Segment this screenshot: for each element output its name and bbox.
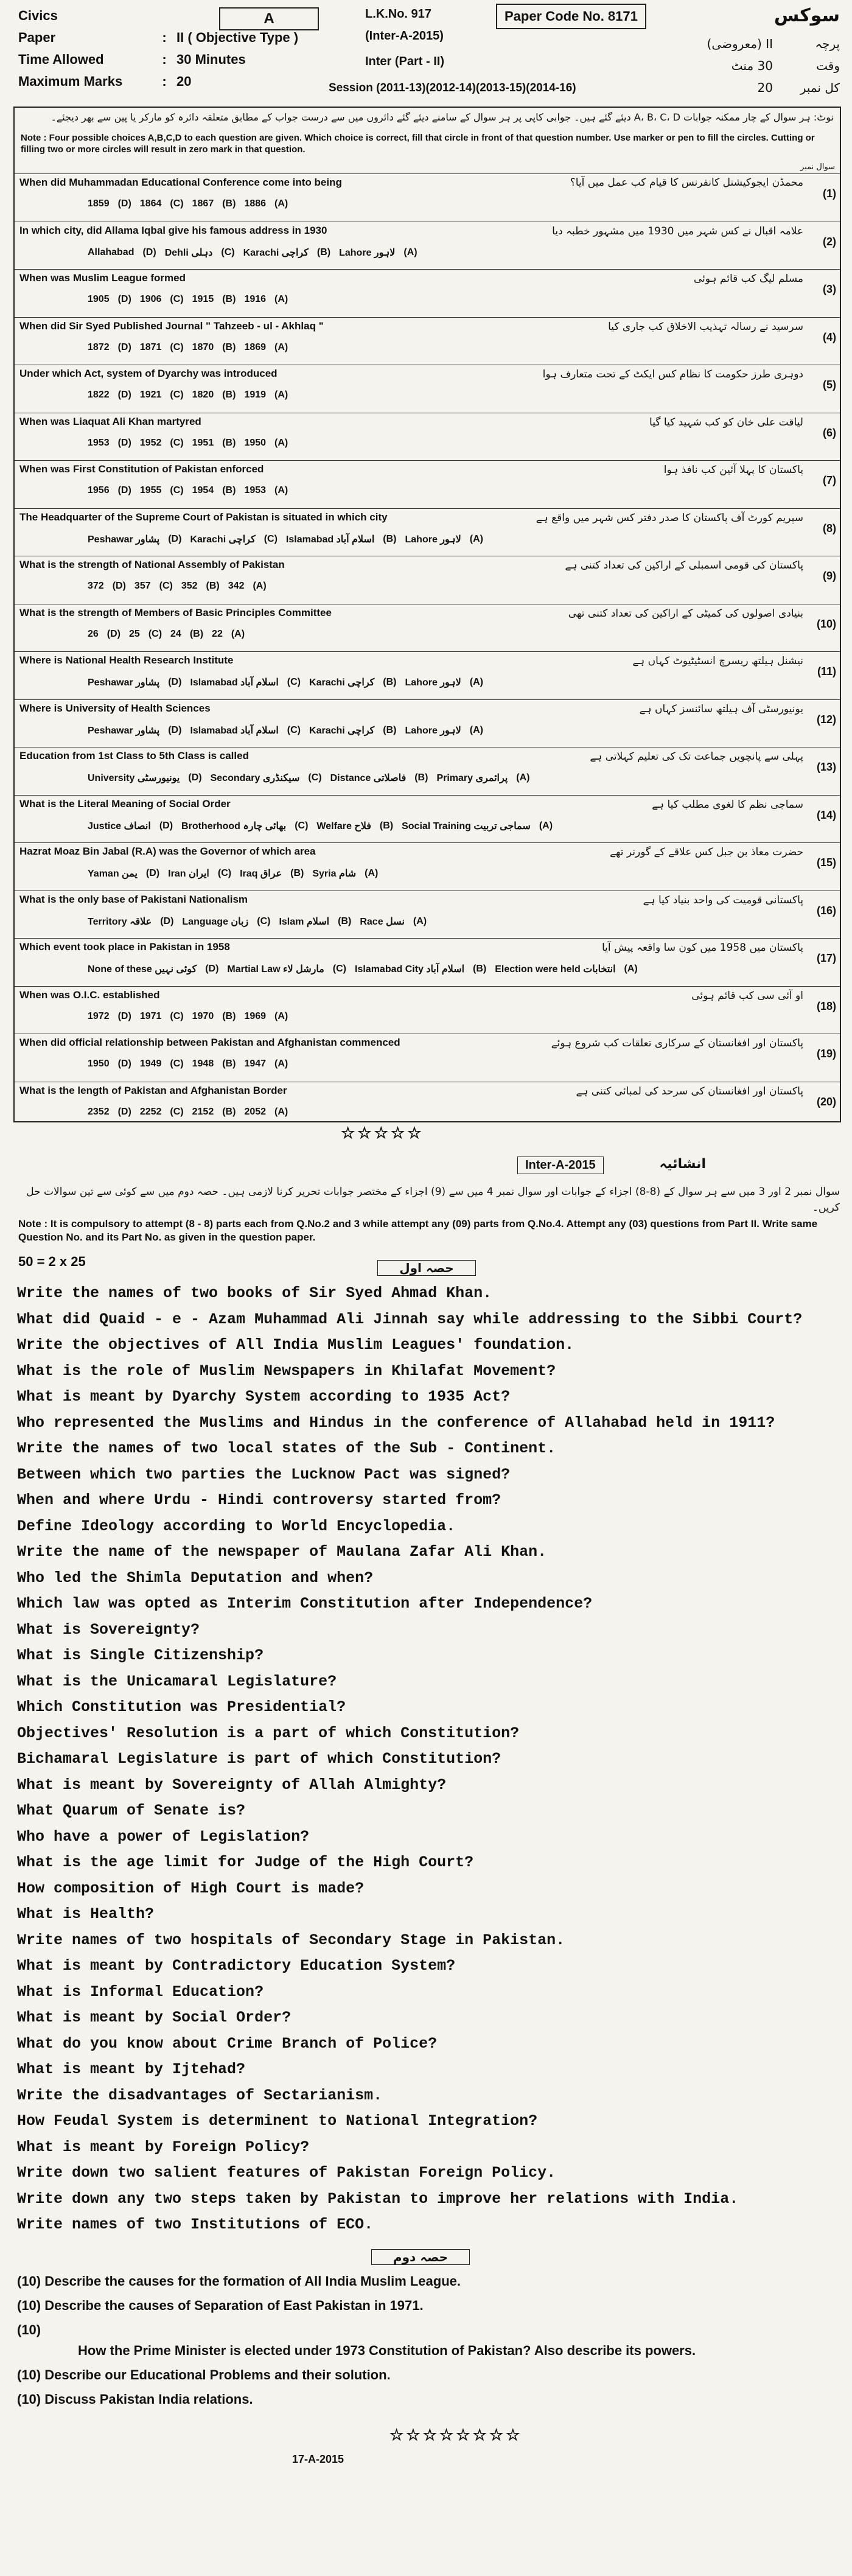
short-question: Objectives' Resolution is a part of which Constitution? xyxy=(17,1724,520,1742)
short-question: Write the names of two books of Sir Syed Ahmad Khan. xyxy=(17,1284,492,1302)
mcq-question-ur: او آئی سی کب قائم ہوئی xyxy=(691,989,803,1002)
mcq-question-ur: پہلی سے پانچویں جماعت تک کی تعلیم کہلاتی ہے xyxy=(590,751,803,763)
option-b[interactable]: 2152 xyxy=(192,1106,214,1117)
option-d[interactable]: Peshawar پشاور xyxy=(88,725,160,736)
mcq-question-en: When was Muslim League formed xyxy=(19,272,186,284)
option-b[interactable]: Islamabad City اسلام آباد xyxy=(355,964,465,975)
short-question: What is Sovereignty? xyxy=(17,1620,200,1639)
option-b[interactable]: Iraq عراق xyxy=(240,869,282,879)
time-ur-val: 30 منٹ xyxy=(731,58,773,73)
mcq-question-en: When did Muhammadan Educational Conference come into being xyxy=(19,177,342,188)
mcq-number: (19) xyxy=(816,1048,836,1060)
long-q-3-marks: (10) xyxy=(17,2322,41,2337)
option-a[interactable]: Primary پرائمری xyxy=(436,773,508,783)
time-ur: وقت xyxy=(816,58,840,73)
short-question: Who have a power of Legislation? xyxy=(17,1827,310,1846)
option-a[interactable]: Race نسل xyxy=(360,916,405,927)
mcq-number: (17) xyxy=(816,952,836,964)
option-d[interactable]: Yaman یمن xyxy=(88,869,138,879)
option-d[interactable]: 1953 xyxy=(88,437,110,448)
mcq-options: 1950 (D) 1949 (C) 1948 (B) 1947 (A) xyxy=(88,1059,288,1069)
option-c[interactable]: 357 xyxy=(134,581,151,591)
option-b[interactable]: 1870 xyxy=(192,341,214,352)
short-question: What Quarum of Senate is? xyxy=(17,1802,246,1819)
mcq-question-ur: مسلم لیگ کب قائم ہوئی xyxy=(693,273,803,285)
mcq-number: (2) xyxy=(823,235,836,248)
option-b[interactable]: 1954 xyxy=(192,485,214,495)
option-a[interactable]: 1950 xyxy=(244,437,267,448)
part1-marks: 50 = 2 x 25 xyxy=(18,1254,86,1269)
option-d[interactable]: 1956 xyxy=(88,485,110,495)
mcq-question-ur: پاکستان کی قومی اسمبلی کے اراکین کی تعداد کتنی ہے xyxy=(565,559,803,572)
stars-divider: ☆☆☆☆☆ xyxy=(341,1124,424,1142)
paper-value: II ( Objective Type ) xyxy=(176,30,299,45)
option-c[interactable]: Islamabad اسلام آباد xyxy=(190,677,279,688)
option-c[interactable]: 2252 xyxy=(139,1106,162,1117)
short-question: What is the age limit for Judge of the High Court? xyxy=(17,1853,474,1871)
option-a[interactable]: 1919 xyxy=(244,390,267,400)
option-c[interactable]: Dehli دہلی xyxy=(164,247,213,258)
option-a[interactable]: 1916 xyxy=(244,294,267,304)
mcq-question-en: Under which Act, system of Dyarchy was introduced xyxy=(19,368,278,379)
part2-label: حصہ دوم xyxy=(371,2249,470,2265)
option-a[interactable]: Social Training سماجی تربیت xyxy=(402,821,531,831)
mcq-options: 1872 (D) 1871 (C) 1870 (B) 1869 (A) xyxy=(88,341,288,352)
option-c[interactable]: Martial Law مارشل لاء xyxy=(227,964,324,975)
option-c[interactable]: Iran ایران xyxy=(168,869,209,879)
mcq-row xyxy=(15,938,840,986)
option-d[interactable]: 1859 xyxy=(88,198,110,209)
option-b[interactable]: 1970 xyxy=(192,1010,214,1021)
mcq-question-en: Where is National Health Research Institute xyxy=(19,654,234,666)
option-a[interactable]: Lahore لاہور xyxy=(405,534,461,545)
mcq-number: (6) xyxy=(823,426,836,439)
short-question: When and where Urdu - Hindi controversy started from? xyxy=(17,1491,501,1509)
mcq-question-ur: پاکستانی قومیت کی واحد بنیاد کیا ہے xyxy=(643,894,803,906)
time-label: Time Allowed xyxy=(18,52,104,67)
mcq-options: University یونیورسٹی (D) Secondary سیکنڈری (C) Distance فاصلاتی (B) Primary پرائمری (A) xyxy=(88,772,530,783)
mcq-question-ur: پاکستان اور افغانستان کے سرکاری تعلقات کب شروع ہوئے xyxy=(551,1037,803,1049)
paper-ur: پرچہ xyxy=(815,37,840,51)
mcq-options: 1822 (D) 1921 (C) 1820 (B) 1919 (A) xyxy=(88,390,288,400)
option-a[interactable]: 1886 xyxy=(244,198,267,209)
short-question: What is the Unicamaral Legislature? xyxy=(17,1672,337,1690)
short-question: Bichamaral Legislature is part of which Constitution? xyxy=(17,1750,501,1768)
option-c[interactable]: Secondary سیکنڈری xyxy=(210,773,300,783)
option-b[interactable]: Welfare فلاح xyxy=(316,821,371,831)
mcq-number: (14) xyxy=(816,808,836,821)
short-question: What did Quaid - e - Azam Muhammad Ali Jinnah say while addressing to the Sibbi Court? xyxy=(17,1310,803,1328)
session: Session (2011-13)(2012-14)(2013-15)(2014-16) xyxy=(329,82,576,94)
short-question: Write the disadvantages of Sectarianism. xyxy=(17,2086,383,2104)
option-d[interactable]: 1950 xyxy=(88,1059,110,1069)
short-question: Which Constitution was Presidential? xyxy=(17,1698,346,1716)
short-question: What is Informal Education? xyxy=(17,1983,264,2001)
mcq-options: 1972 (D) 1971 (C) 1970 (B) 1969 (A) xyxy=(88,1010,288,1021)
mcq-number: (4) xyxy=(823,331,836,343)
option-b[interactable]: 1820 xyxy=(192,390,214,400)
mcq-number: (9) xyxy=(823,570,836,582)
option-d[interactable]: None of these کوئی نہیں xyxy=(88,964,197,975)
mcq-question-ur: سماجی نظم کا لغوی مطلب کیا ہے xyxy=(652,798,803,811)
section2-title: انشائیہ xyxy=(659,1157,706,1172)
mcq-row xyxy=(15,269,840,317)
mcq-row xyxy=(15,413,840,461)
option-b[interactable]: 1948 xyxy=(192,1059,214,1069)
mcq-row xyxy=(15,508,840,556)
mcq-question-en: What is the only base of Pakistani Nationalism xyxy=(19,893,248,905)
part1-label: حصہ اول xyxy=(377,1260,476,1276)
option-c[interactable]: 1949 xyxy=(139,1059,162,1069)
exam-code: (Inter-A-2015) xyxy=(365,29,444,43)
mcq-options: Allahabad (D) Dehli دہلی (C) Karachi کراچی (B) Lahore لاہور (A) xyxy=(88,247,417,258)
short-question: Define Ideology according to World Encyclopedia. xyxy=(17,1517,456,1535)
option-b[interactable]: Karachi کراچی xyxy=(309,725,375,736)
short-question: Which law was opted as Interim Constitution after Independence? xyxy=(17,1595,593,1612)
option-d[interactable]: 26 xyxy=(88,628,99,639)
short-question: What is meant by Social Order? xyxy=(17,2009,292,2026)
mcq-question-en: The Headquarter of the Supreme Court of Pakistan is situated in which city xyxy=(19,511,388,523)
mcq-row xyxy=(15,317,840,365)
mcq-question-ur: دوہری طرز حکومت کا نظام کس ایکٹ کے تحت متعارف ہوا xyxy=(542,368,803,380)
mcq-question-en: When was O.I.C. established xyxy=(19,989,160,1001)
mcq-options: Territory علاقہ (D) Language زبان (C) Islam اسلام (B) Race نسل (A) xyxy=(88,915,427,927)
mcq-row xyxy=(15,651,840,699)
mcq-section xyxy=(13,107,841,1122)
mcq-number: (20) xyxy=(816,1095,836,1108)
mcq-question-en: What is the strength of Members of Basic Principles Committee xyxy=(19,606,332,618)
mcq-row xyxy=(15,986,840,1034)
mcq-question-en: What is the length of Pakistan and Afghanistan Border xyxy=(19,1084,287,1096)
mcq-row xyxy=(15,1082,840,1130)
mcq-row xyxy=(15,795,840,843)
option-a[interactable]: 1869 xyxy=(244,341,267,352)
option-c[interactable]: 1921 xyxy=(139,390,162,400)
option-c[interactable]: 1871 xyxy=(139,341,162,352)
short-question: Who represented the Muslims and Hindus in the conference of Allahabad held in 1911? xyxy=(17,1413,775,1432)
short-question: Write the name of the newspaper of Maulana Zafar Ali Khan. xyxy=(17,1543,547,1561)
option-a[interactable]: 2052 xyxy=(244,1106,267,1117)
option-c[interactable]: 1864 xyxy=(139,198,162,209)
subject-ur: سوکس xyxy=(773,5,840,26)
mcq-question-ur: پاکستان کا پہلا آئین کب نافذ ہوا xyxy=(663,464,803,476)
mcq-row xyxy=(15,699,840,747)
short-question: Who led the Shimla Deputation and when? xyxy=(17,1569,374,1587)
mcq-question-ur: پاکستان اور افغانستان کی سرحد کی لمبائی کتنی ہے xyxy=(576,1085,803,1097)
stars-end: ☆☆☆☆☆☆☆☆ xyxy=(389,2426,523,2444)
mcq-number: (8) xyxy=(823,522,836,534)
qno-label: سوال نمبر xyxy=(800,163,835,172)
mcq-question-en: Hazrat Moaz Bin Jabal (R.A) was the Governor of which area xyxy=(19,845,316,857)
mcq-question-ur: نیشنل ہیلتھ ریسرچ انسٹیٹیوٹ کہاں ہے xyxy=(632,655,803,667)
section2-urdu-note: سوال نمبر 2 اور 3 میں سے ہر سوال کے (8-8) اجزاء کے جوابات اور سوال نمبر 4 میں سے (9) اجزاء کے مختصر جوابات تحریر کرنا لازمی ہیں۔ حصہ دوم میں سے کوئی سے تین سوالات حل کریں۔ xyxy=(26,1186,840,1214)
option-d[interactable]: Peshawar پشاور xyxy=(88,534,160,545)
option-d[interactable]: 1905 xyxy=(88,294,110,304)
short-question: What is Health? xyxy=(17,1905,155,1923)
mcq-question-ur: لیاقت علی خان کو کب شہید کیا گیا xyxy=(649,416,803,429)
option-b[interactable]: Karachi کراچی xyxy=(309,677,375,688)
section2-code: Inter-A-2015 xyxy=(517,1157,604,1174)
mcq-row xyxy=(15,365,840,413)
mcq-number: (12) xyxy=(816,713,836,726)
instructions-en: Note : Four possible choices A,B,C,D to each question are given. Which choice is correct, fill that circle in front of that question number. Use marker or pen to fill the circles. Cutting or filling two or more circles will result in zero mark in that question. xyxy=(21,133,815,155)
short-questions xyxy=(17,1284,845,2242)
option-d[interactable]: Allahabad xyxy=(88,247,134,257)
mcq-number: (3) xyxy=(823,283,836,295)
marks-ur: کل نمبر xyxy=(800,80,840,95)
short-question: What do you know about Crime Branch of Police? xyxy=(17,2034,438,2053)
mcq-options: 1905 (D) 1906 (C) 1915 (B) 1916 (A) xyxy=(88,294,288,304)
short-question: What is meant by Ijtehad? xyxy=(17,2060,246,2078)
short-question: What is meant by Dyarchy System according to 1935 Act? xyxy=(17,1388,511,1405)
option-d[interactable]: 1972 xyxy=(88,1010,110,1021)
mcq-list xyxy=(15,173,840,1129)
short-question: What is meant by Sovereignty of Allah Almighty? xyxy=(17,1776,447,1794)
mcq-question-en: Where is University of Health Sciences xyxy=(19,702,211,714)
mcq-options: None of these کوئی نہیں (D) Martial Law مارشل لاء (C) Islamabad City اسلام آباد (B) Election were held انتخابات (A) xyxy=(88,964,638,975)
option-a[interactable]: 22 xyxy=(212,628,223,639)
option-b[interactable]: 1951 xyxy=(192,437,214,448)
mcq-options: Peshawar پشاور (D) Islamabad اسلام آباد (C) Karachi کراچی (B) Lahore لاہور (A) xyxy=(88,724,484,736)
option-c[interactable]: 1906 xyxy=(139,294,162,304)
mcq-row xyxy=(15,842,840,891)
lk-no: L.K.No. 917 xyxy=(365,7,431,21)
short-question: How composition of High Court is made? xyxy=(17,1879,365,1897)
mcq-row xyxy=(15,604,840,652)
mcq-row xyxy=(15,222,840,270)
short-question: Write the names of two local states of the Sub - Continent. xyxy=(17,1440,556,1457)
long-questions xyxy=(17,2273,845,2416)
mcq-question-en: When did Sir Syed Published Journal " Tahzeeb - ul - Akhlaq " xyxy=(19,320,324,332)
option-a[interactable]: 1969 xyxy=(244,1010,267,1021)
subject-en: Civics xyxy=(18,8,58,23)
paper-ur-val: II (معروضی) xyxy=(707,37,773,51)
short-question: How Feudal System is determinent to National Integration? xyxy=(17,2112,538,2130)
short-question: Write names of two hospitals of Secondary Stage in Pakistan. xyxy=(17,1931,565,1949)
mcq-row xyxy=(15,556,840,604)
mcq-options: 26 (D) 25 (C) 24 (B) 22 (A) xyxy=(88,628,245,639)
option-b[interactable]: Islam اسلام xyxy=(279,916,330,927)
option-b[interactable]: Islamabad اسلام آباد xyxy=(285,534,375,545)
long-q-2: (10) Describe the causes of Separation of East Pakistan in 1971. xyxy=(17,2298,424,2313)
short-question: Write names of two Institutions of ECO. xyxy=(17,2216,374,2233)
mcq-number: (18) xyxy=(816,999,836,1012)
mcq-options: Yaman یمن (D) Iran ایران (C) Iraq عراق (B) Syria شام (A) xyxy=(88,868,379,879)
inter-part: Inter (Part - II) xyxy=(365,55,445,68)
option-d[interactable]: Justice انصاف xyxy=(88,821,151,831)
option-a[interactable]: Election were held انتخابات xyxy=(495,964,616,975)
short-question: What is the role of Muslim Newspapers in Khilafat Movement? xyxy=(17,1362,556,1380)
option-b[interactable]: Distance فاصلاتی xyxy=(330,773,407,783)
mcq-number: (1) xyxy=(823,187,836,200)
short-question: Write down any two steps taken by Pakistan to improve her relations with India. xyxy=(17,2189,739,2208)
option-a[interactable]: 1947 xyxy=(244,1059,267,1069)
mcq-question-en: What is the strength of National Assembly of Pakistan xyxy=(19,559,285,570)
section2-note: Note : It is compulsory to attempt (8 - 8) parts each from Q.No.2 and 3 while attempt any (09) parts from Q.No.4. Attempt any (03) questions from Part II. Write same Question No. and its Part No. as given in the question paper. xyxy=(18,1218,818,1243)
option-d[interactable]: Peshawar پشاور xyxy=(88,677,160,688)
option-a[interactable]: Syria شام xyxy=(312,869,357,879)
mcq-number: (15) xyxy=(816,856,836,869)
mcq-question-en: Education from 1st Class to 5th Class is called xyxy=(19,750,249,761)
option-b[interactable]: 1915 xyxy=(192,294,214,304)
option-d[interactable]: 2352 xyxy=(88,1106,110,1117)
mcq-question-ur: سپریم کورٹ آف پاکستان کا صدر دفتر کس شہر میں واقع ہے xyxy=(536,511,803,524)
mcq-number: (11) xyxy=(817,665,836,677)
mcq-question-en: Which event took place in Pakistan in 1958 xyxy=(19,941,230,953)
option-c[interactable]: Brotherhood بھائی چارہ xyxy=(181,821,287,831)
mcq-options: 1859 (D) 1864 (C) 1867 (B) 1886 (A) xyxy=(88,198,288,209)
mcq-number: (13) xyxy=(816,761,836,773)
mcq-question-ur: حضرت معاذ بن جبل کس علاقے کے گورنر تھے xyxy=(609,846,803,858)
option-a[interactable]: 1953 xyxy=(244,485,267,495)
mcq-question-ur: علامہ اقبال نے کس شہر میں 1930 میں مشہور خطبہ دیا xyxy=(552,225,803,237)
option-d[interactable]: 1822 xyxy=(88,390,110,400)
mcq-question-en: When did official relationship between Pakistan and Afghanistan commenced xyxy=(19,1037,400,1048)
option-d[interactable]: Territory علاقہ xyxy=(88,916,152,927)
mcq-question-ur: یونیورسٹی آف ہیلتھ سائنسز کہاں ہے xyxy=(639,702,803,715)
long-q-3: How the Prime Minister is elected under 1973 Constitution of Pakistan? Also describe its powers. xyxy=(78,2343,696,2358)
header-left: Civics Paper : II ( Objective Type ) Time Allowed : 30 Minutes Maximum Marks : 20 xyxy=(18,5,359,93)
version-box: A xyxy=(219,7,319,30)
mcq-question-en: In which city, did Allama Iqbal give his famous address in 1930 xyxy=(19,224,327,236)
mcq-number: (16) xyxy=(816,904,836,917)
option-b[interactable]: Karachi کراچی xyxy=(243,247,309,258)
mcq-row xyxy=(15,460,840,508)
short-question: Between which two parties the Lucknow Pact was signed? xyxy=(17,1465,511,1483)
mcq-options: Justice انصاف (D) Brotherhood بھائی چارہ (C) Welfare فلاح (B) Social Training سماجی تربیت (A) xyxy=(88,820,553,831)
option-a[interactable]: Lahore لاہور xyxy=(405,677,461,688)
time-value: 30 Minutes xyxy=(176,52,246,67)
option-d[interactable]: University یونیورسٹی xyxy=(88,773,180,783)
option-a[interactable]: Lahore لاہور xyxy=(339,247,396,258)
mcq-row xyxy=(15,747,840,795)
mcq-question-ur: بنیادی اصولوں کی کمیٹی کے اراکین کی تعداد کتنی تھی xyxy=(568,607,803,620)
long-q-1: (10) Describe the causes for the formation of All India Muslim League. xyxy=(17,2273,461,2289)
mcq-question-en: When was Liaquat Ali Khan martyred xyxy=(19,415,201,427)
option-c[interactable]: Language زبان xyxy=(182,916,249,927)
mcq-options: 1953 (D) 1952 (C) 1951 (B) 1950 (A) xyxy=(88,437,288,448)
option-c[interactable]: 1952 xyxy=(139,437,162,448)
marks-value: 20 xyxy=(176,74,192,89)
mcq-number: (10) xyxy=(816,617,836,630)
option-b[interactable]: 1867 xyxy=(192,198,214,209)
option-c[interactable]: 1971 xyxy=(139,1010,162,1021)
mcq-question-en: When was First Constitution of Pakistan enforced xyxy=(19,463,264,475)
option-b[interactable]: 352 xyxy=(181,581,198,591)
marks-ur-val: 20 xyxy=(757,80,773,95)
option-a[interactable]: 342 xyxy=(228,581,245,591)
long-q-5: (10) Discuss Pakistan India relations. xyxy=(17,2392,253,2407)
paper-code-box: Paper Code No. 8171 xyxy=(496,4,646,29)
mcq-number: (5) xyxy=(823,379,836,391)
short-question: Write the objectives of All India Muslim Leagues' foundation. xyxy=(17,1336,574,1354)
mcq-options: 372 (D) 357 (C) 352 (B) 342 (A) xyxy=(88,581,267,591)
option-c[interactable]: Karachi کراچی xyxy=(190,534,256,545)
long-q-4: (10) Describe our Educational Problems and their solution. xyxy=(17,2367,391,2382)
mcq-options: 2352 (D) 2252 (C) 2152 (B) 2052 (A) xyxy=(88,1106,288,1117)
option-a[interactable]: Lahore لاہور xyxy=(405,725,461,736)
mcq-question-ur: محمڈن ایجوکیشنل کانفرنس کا قیام کب عمل میں آیا؟ xyxy=(570,177,803,189)
mcq-row xyxy=(15,891,840,939)
short-question: What is meant by Foreign Policy? xyxy=(17,2138,310,2156)
option-b[interactable]: 24 xyxy=(170,628,181,639)
mcq-options: Peshawar پشاور (D) Karachi کراچی (C) Islamabad اسلام آباد (B) Lahore لاہور (A) xyxy=(88,533,484,545)
marks-label: Maximum Marks xyxy=(18,74,123,89)
short-question: What is Single Citizenship? xyxy=(17,1647,264,1664)
paper-label: Paper xyxy=(18,30,56,45)
mcq-row xyxy=(15,173,840,222)
mcq-number: (7) xyxy=(823,474,836,486)
option-d[interactable]: 372 xyxy=(88,581,104,591)
footer-code: 17-A-2015 xyxy=(292,2453,344,2465)
option-c[interactable]: Islamabad اسلام آباد xyxy=(190,725,279,736)
option-d[interactable]: 1872 xyxy=(88,341,110,352)
mcq-options: Peshawar پشاور (D) Islamabad اسلام آباد (C) Karachi کراچی (B) Lahore لاہور (A) xyxy=(88,677,484,688)
mcq-question-en: What is the Literal Meaning of Social Order xyxy=(19,797,231,810)
option-c[interactable]: 25 xyxy=(129,628,140,639)
mcq-question-ur: پاکستان میں 1958 میں کون سا واقعہ پیش آیا xyxy=(602,942,803,954)
mcq-options: 1956 (D) 1955 (C) 1954 (B) 1953 (A) xyxy=(88,485,288,495)
instructions-ur: نوٹ: ہر سوال کے چار ممکنہ جوابات A، B، C، D دیئے گئے ہیں۔ جوابی کاپی پر ہر سوال کے سامنے دیئے گئے دائروں میں سے درست جواب کے مطابق متعلقہ دائرہ کو مارکر یا پین سے بھر دیجئے۔ xyxy=(51,111,834,123)
mcq-question-ur: سرسید نے رسالہ تہذیب الاخلاق کب جاری کیا xyxy=(608,320,803,333)
short-question: Write down two salient features of Pakistan Foreign Policy. xyxy=(17,2164,556,2182)
mcq-row xyxy=(15,1034,840,1082)
option-c[interactable]: 1955 xyxy=(139,485,162,495)
short-question: What is meant by Contradictory Education System? xyxy=(17,1957,456,1975)
